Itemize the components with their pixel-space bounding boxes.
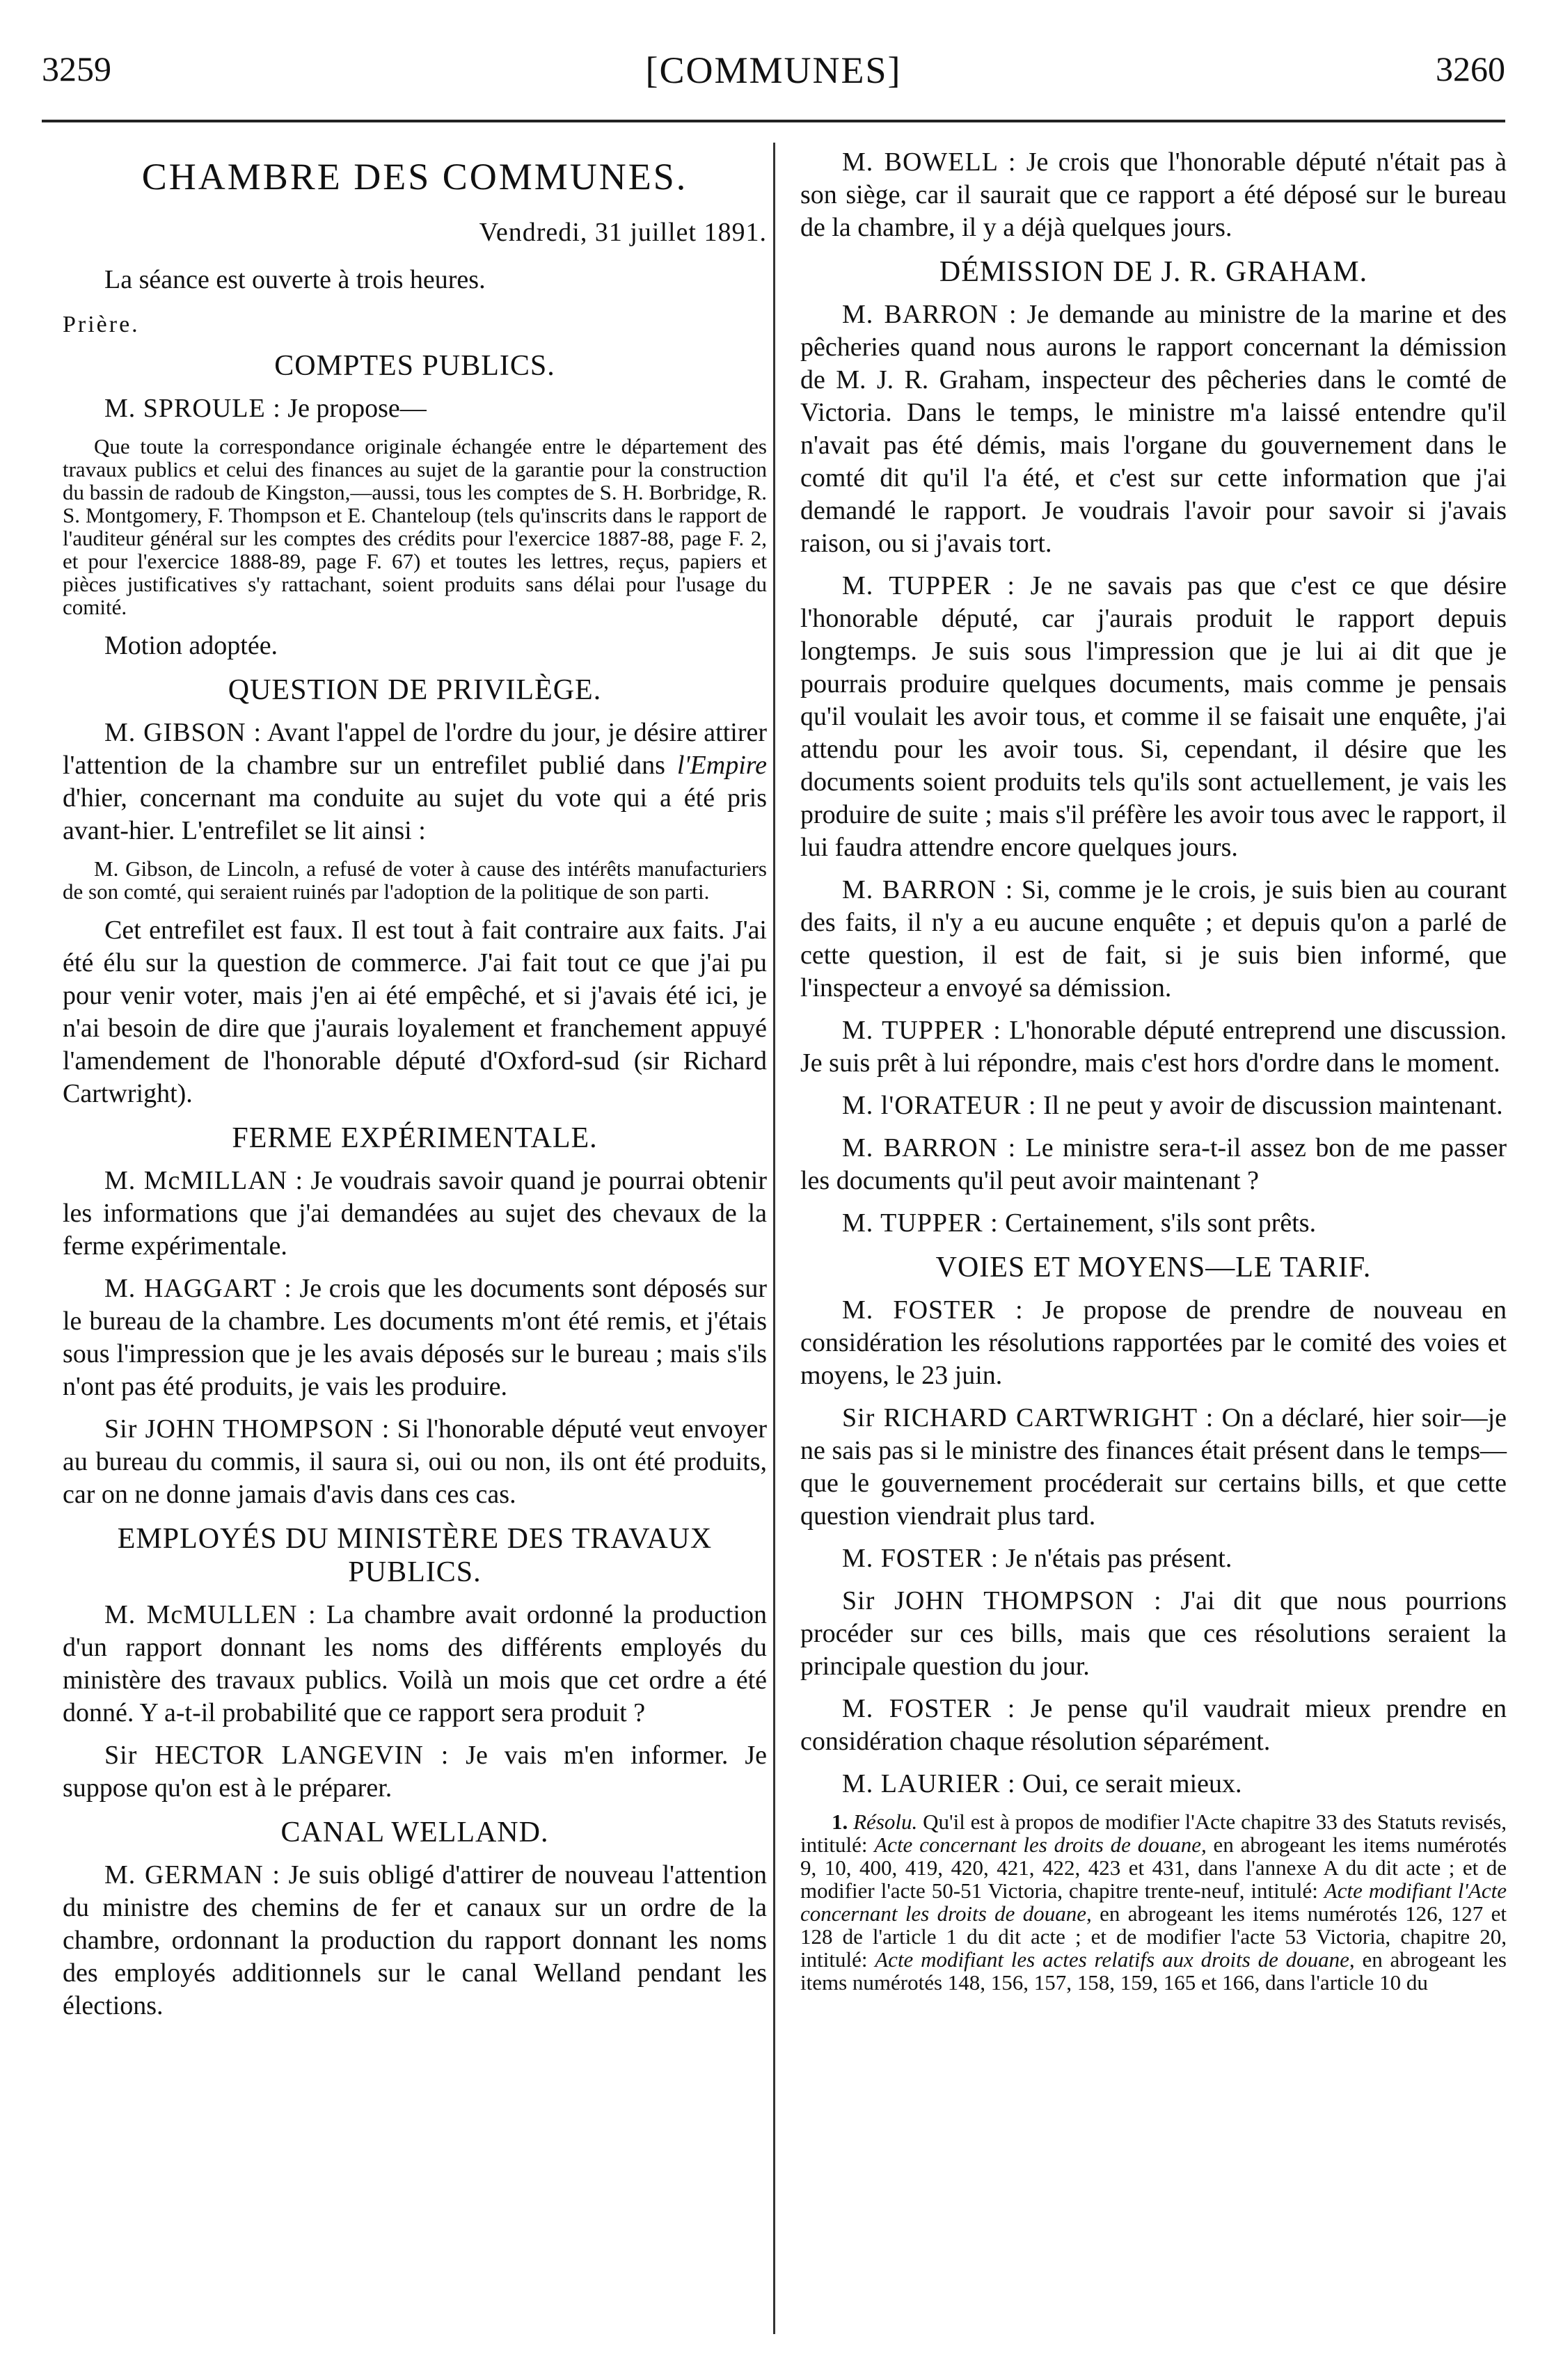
header-rule <box>42 120 1505 122</box>
speaker-name: Sir HECTOR LANGEVIN : <box>104 1741 450 1770</box>
speaker-name: M. BARRON : <box>842 875 1014 904</box>
section-heading-employes: EMPLOYÉS DU MINISTÈRE DES TRAVAUX PUBLICS. <box>117 1523 713 1588</box>
speaker-name: M. McMILLAN : <box>104 1166 304 1195</box>
speaker-name: M. SPROULE : <box>104 394 281 423</box>
running-title: [COMMUNES] <box>645 49 902 91</box>
paragraph: M. FOSTER : Je n'étais pas présent. <box>842 1544 1232 1573</box>
speaker-name: Sir RICHARD CARTWRIGHT : <box>842 1403 1214 1432</box>
speaker-name: M. BARRON : <box>842 1133 1017 1163</box>
paragraph: M. McMILLAN : Je voudrais savoir quand je pourrai obtenir les informations que j'ai demandées au sujet des chevaux de la ferme expérimentale. <box>63 1166 767 1261</box>
paragraph: M. BARRON : Le ministre sera-t-il assez bon de me passer les documents qu'il peut avoir maintenant ? <box>800 1133 1507 1195</box>
paragraph: Sir RICHARD CARTWRIGHT : On a déclaré, hier soir—je ne sais pas si le ministre des finances était présent dans le temps—que le gouvernement procéderait sur certains bills, et que cette question viendrait plus tard. <box>800 1403 1507 1531</box>
section-heading-comptes: COMPTES PUBLICS. <box>274 350 555 382</box>
resolution-label: Résolu. <box>853 1810 918 1834</box>
paragraph: M. BOWELL : Je crois que l'honorable député n'était pas à son siège, car il saurait que ce rapport a été déposé sur le bureau de la chambre, il y a déjà quelques jours. <box>800 147 1507 242</box>
column-divider <box>773 143 775 2334</box>
speaker-name: M. TUPPER : <box>842 571 1015 600</box>
speaker-name: M. BARRON : <box>842 300 1017 329</box>
section-heading-canal: CANAL WELLAND. <box>280 1816 549 1848</box>
paragraph: M. TUPPER : Certainement, s'ils sont prêts. <box>842 1208 1317 1238</box>
speaker-name: M. FOSTER : <box>842 1544 999 1573</box>
paragraph: M. GERMAN : Je suis obligé d'attirer de nouveau l'attention du ministre des chemins de fer et canaux sur un ordre de la chambre, ordonnant la production du rapport donnant les noms des employés additionnels sur le canal Welland pendant les élections. <box>63 1860 767 2020</box>
page-number-right: 3260 <box>1436 49 1505 88</box>
paragraph: M. LAURIER : Oui, ce serait mieux. <box>842 1769 1242 1798</box>
paragraph: Sir JOHN THOMPSON : J'ai dit que nous pourrions procéder sur ces bills, mais que ces résolutions seraient la principale question du jour. <box>800 1586 1507 1681</box>
paragraph: M. HAGGART : Je crois que les documents sont déposés sur le bureau de la chambre. Les documents m'ont été remis, et j'étais sous l'impression que je les avais déposés sur le bureau ; mais s'ils n'ont pas été produits, je vais les produire. <box>63 1274 767 1401</box>
paragraph: M. GIBSON : Avant l'appel de l'ordre du jour, je désire attirer l'attention de la chambre sur un entrefilet publié dans l'Empire d'hier, concernant ma conduite au sujet du vote qui a été pris avant-hier. L'entrefilet se lit ainsi : <box>63 718 767 845</box>
resolution-text: 1. Résolu. Qu'il est à propos de modifier l'Acte chapitre 33 des Statuts revisés, intitulé: Acte concernant les droits de douane, en abrogeant les items numérotés 9, 10, 400, 419, 420, 421, 422, 423 et 431, dans l'annexe A du dit acte ; et de modifier l'acte 50-51 Victoria, chapitre trente-neuf, intitulé: Acte modifiant l'Acte concernant les droits de douane, en abrogeant les items numérotés 126, 127 et 128 de l'article 1 du dit acte ; et de modifier l'acte 53 Victoria, chapitre 20, intitulé: Acte modifiant les actes relatifs aux droits de douane, en abrogeant les items numérotés 148, 156, 157, 158, 159, 165 et 166, dans l'article 10 du <box>800 1810 1507 1995</box>
speaker-name: M. TUPPER : <box>842 1016 1001 1045</box>
speaker-name: M. TUPPER : <box>842 1208 999 1238</box>
paragraph: Sir JOHN THOMPSON : Si l'honorable député veut envoyer au bureau du commis, il saura si, oui ou non, ils ont été produits, car on ne donne jamais d'avis dans ces cas. <box>63 1414 768 1509</box>
page-header <box>42 42 1505 104</box>
motion-text: Que toute la correspondance originale échangée entre le département des travaux publics et celui des finances au sujet de la garantie pour la construction du bassin de radoub de Kingston,—aussi, tous les comptes de S. H. Borbridge, R. S. Montgomery, F. Thompson et E. Chanteloup (tels qu'inscrits dans le rapport de l'auditeur général sur les comptes des crédits pour l'exercice 1887-88, page F. 2, et pour l'exercice 1888-89, page F. 67) et toutes les lettres, reçus, papiers et pièces justificatives s'y rattachant, soient produits sans délai pour l'usage du comité. <box>63 434 767 619</box>
session-date: Vendredi, 31 juillet 1891. <box>479 218 767 247</box>
speaker-name: M. FOSTER : <box>842 1295 1024 1325</box>
paragraph: M. McMULLEN : La chambre avait ordonné la production d'un rapport donnant les noms des différents employés du ministère des travaux publics. Voilà un mois que cet ordre a été donné. Y a-t-il probabilité que ce rapport sera produit ? <box>63 1600 767 1727</box>
speaker-name: M. HAGGART : <box>104 1274 292 1303</box>
speaker-name: M. McMULLEN : <box>104 1600 317 1629</box>
paragraph: M. FOSTER : Je pense qu'il vaudrait mieux prendre en considération chaque résolution séparément. <box>800 1694 1507 1756</box>
chamber-heading: CHAMBRE DES COMMUNES. <box>141 156 688 198</box>
paragraph: M. TUPPER : L'honorable député entreprend une discussion. Je suis prêt à lui répondre, mais c'est hors d'ordre dans le moment. <box>800 1016 1507 1078</box>
right-column <box>800 146 1507 2005</box>
speaker-name: M. BOWELL : <box>842 147 1017 177</box>
speaker-name: Sir JOHN THOMPSON : <box>104 1414 390 1444</box>
paragraph: M. TUPPER : Je ne savais pas que c'est ce que désire l'honorable député, car j'aurais produit le rapport depuis longtemps. Je suis sous l'impression que je lui ai dit que je pourrais produire quelques documents, mais comme je pensais qu'il voulait les avoir tous, et comme il se faisait une enquête, j'ai attendu pour les avoir tous. Si, cependant, il désire que les documents soient produits tels qu'ils sont actuellement, je vais les produire de suite ; mais s'il préfère les avoir tous avec le rapport, il lui faudra attendre encore quelques jours. <box>800 571 1507 862</box>
paragraph: M. l'ORATEUR : Il ne peut y avoir de discussion maintenant. <box>842 1091 1503 1120</box>
left-column <box>63 146 767 2032</box>
paragraph: Sir HECTOR LANGEVIN : Je vais m'en informer. Je suppose qu'on est à le préparer. <box>63 1741 767 1803</box>
paragraph: M. SPROULE : Je propose— <box>104 394 427 423</box>
resolution-number: 1. <box>832 1810 848 1834</box>
speaker-name: M. FOSTER : <box>842 1694 1016 1723</box>
speaker-name: Sir JOHN THOMPSON : <box>842 1586 1162 1615</box>
section-heading-demission: DÉMISSION DE J. R. GRAHAM. <box>939 256 1368 288</box>
speaker-name: M. GERMAN : <box>104 1860 280 1890</box>
section-heading-ferme: FERME EXPÉRIMENTALE. <box>232 1122 598 1154</box>
paragraph: Cet entrefilet est faux. Il est tout à fait contraire aux faits. J'ai été élu sur la question de commerce. J'ai fait tout ce que j'ai pu pour venir voter, mais j'en ai été empêché, et si j'avais été ici, je n'ai besoin de dire que j'aurais loyalement et franchement appuyé l'amendement de l'honorable député d'Oxford-sud (sir Richard Cartwright). <box>63 916 767 1108</box>
section-heading-voies: VOIES ET MOYENS—LE TARIF. <box>935 1252 1372 1284</box>
speaker-name: M. LAURIER : <box>842 1769 1016 1798</box>
paragraph: M. BARRON : Je demande au ministre de la marine et des pêcheries quand nous aurons le rapport concernant la démission de M. J. R. Graham, inspecteur des pêcheries dans le comté de Victoria. Dans le temps, le ministre m'a laissé entendre qu'il n'avait pas été démis, mais l'organe du gouvernement dans le comté dit qu'il l'a été, et c'est sur cette information que j'ai demandé le rapport. Je voudrais l'avoir pour savoir si j'avais raison, ou si j'avais tort. <box>800 300 1507 558</box>
page-number-left: 3259 <box>42 49 111 88</box>
section-heading-privilege: QUESTION DE PRIVILÈGE. <box>228 674 602 706</box>
speaker-name: M. l'ORATEUR : <box>842 1091 1037 1120</box>
priere-label: Prière. <box>63 312 140 337</box>
paragraph: M. FOSTER : Je propose de prendre de nouveau en considération les résolutions rapportées par le comité des voies et moyens, le 23 juin. <box>800 1295 1507 1390</box>
opening-line: La séance est ouverte à trois heures. <box>104 265 486 294</box>
motion-adopted: Motion adoptée. <box>104 631 278 660</box>
quoted-text: M. Gibson, de Lincoln, a refusé de voter à cause des intérêts manufacturiers de son comté, qui seraient ruinés par l'adoption de la politique de son parti. <box>63 856 767 904</box>
speaker-name: M. GIBSON : <box>104 718 262 747</box>
paragraph: M. BARRON : Si, comme je le crois, je suis bien au courant des faits, il n'y a eu aucune enquête ; et depuis qu'on a parlé de cette question, il est de fait, si je suis bien informé, que l'inspecteur a envoyé sa démission. <box>800 875 1507 1003</box>
